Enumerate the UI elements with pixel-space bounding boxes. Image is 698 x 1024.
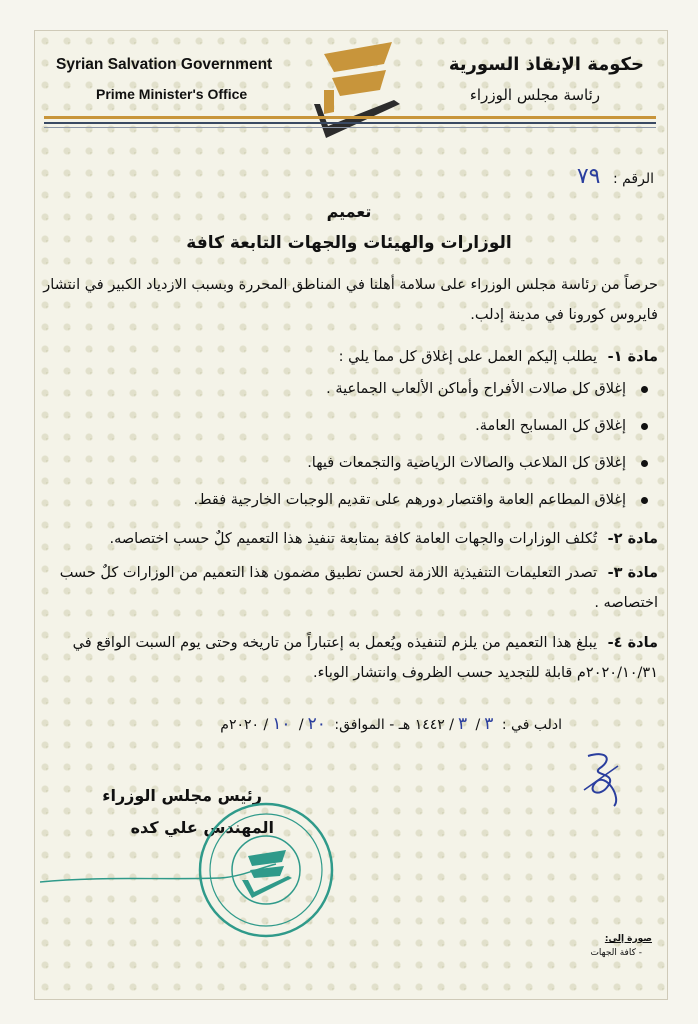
signature-icon (578, 746, 626, 810)
document-recipients: الوزارات والهيئات والجهات التابعة كافة (186, 233, 512, 253)
header-arabic-title: حكومة الإنقاذ السورية (448, 54, 644, 75)
list-item: إغلاق كل المسابح العامة. (48, 411, 648, 448)
hijri-year: ١٤٤٢ (414, 717, 445, 733)
date-line: ادلب في : ٣/ ٣/ ١٤٤٢ هـ - الموافق: ٢٠/ ١٠/ ٢٠٢٠م (220, 714, 562, 734)
list-item: إغلاق كل الملاعب والصالات الرياضية والتجمعات فيها. (48, 448, 648, 485)
bullet-icon (641, 497, 648, 504)
article-1-text: يطلب إليكم العمل على إغلاق كل مما يلي : (338, 349, 598, 365)
signatory-name: المهندس علي كده (130, 818, 274, 837)
cc-label: صورة إلى: (604, 934, 652, 944)
gregorian-month: ١٠ (272, 714, 291, 734)
document-title: تعميم (326, 202, 372, 221)
article-3-label: مادة ٣- (607, 565, 658, 581)
list-item: إغلاق المطاعم العامة واقتصار دورهم على تقديم الوجبات الخارجية فقط. (48, 485, 648, 522)
header-english-title: Syrian Salvation Government (56, 56, 273, 73)
article-1-label: مادة ١- (607, 349, 658, 365)
hijri-suffix: هـ - الموافق: (334, 717, 411, 733)
intro-paragraph: حرصاً من رئاسة مجلس الوزراء على سلامة أهلنا في المناطق المحررة وبسبب الازدياد الكبير في انتشار فايروس كورونا في مدينة إدلب. (43, 277, 658, 323)
article-4 (38, 628, 658, 688)
article-3-text: تصدر التعليمات التنفيذية اللازمة لحسن تطبيق مضمون هذا التعميم من الوزارات كلٌ حسب اختصاصه . (59, 565, 658, 611)
official-stamp-icon (196, 800, 336, 940)
article-1 (38, 342, 658, 372)
signatory-title: رئيس مجلس الوزراء (102, 786, 262, 805)
date-prefix: ادلب في : (501, 717, 562, 733)
reference-number (577, 164, 654, 189)
gregorian-day: ٢٠ (307, 714, 326, 734)
gregorian-year: ٢٠٢٠ (228, 717, 260, 733)
header-english-subtitle: Prime Minister's Office (96, 86, 248, 102)
reference-value: ٧٩ (576, 164, 601, 189)
reference-label: الرقم : (612, 171, 654, 187)
article-4-label: مادة ٤- (607, 635, 658, 651)
cc-item: - كافة الجهات (590, 948, 642, 958)
closure-list (48, 374, 648, 522)
hijri-day: ٣ (484, 714, 494, 734)
article-3 (38, 558, 658, 618)
header-arabic-subtitle: رئاسة مجلس الوزراء (469, 86, 600, 104)
header-rule-thin (44, 127, 656, 128)
article-2 (38, 524, 658, 554)
hijri-month: ٣ (457, 714, 468, 734)
bullet-icon (641, 423, 648, 430)
header-rule-gold (44, 116, 656, 119)
header-rule-navy (44, 122, 656, 124)
article-2-text: تُكلف الوزارات والجهات العامة كافة بمتابعة تنفيذ هذا التعميم كلٌ حسب اختصاصه. (109, 531, 598, 547)
bullet-icon (641, 386, 648, 393)
bullet-icon (641, 460, 648, 467)
article-2-label: مادة ٢- (607, 531, 658, 547)
list-item: إغلاق كل صالات الأفراح وأماكن الألعاب الجماعية . (48, 374, 648, 411)
gregorian-suffix: م (220, 717, 229, 733)
article-4-text: يبلغ هذا التعميم من يلزم لتنفيذه ويُعمل به إعتباراً من تاريخه وحتى يوم السبت الواقع في ٢٠٢٠/١٠/٣١م قابلة للتجديد حسب الظروف وانتشار الوباء. (72, 635, 658, 681)
